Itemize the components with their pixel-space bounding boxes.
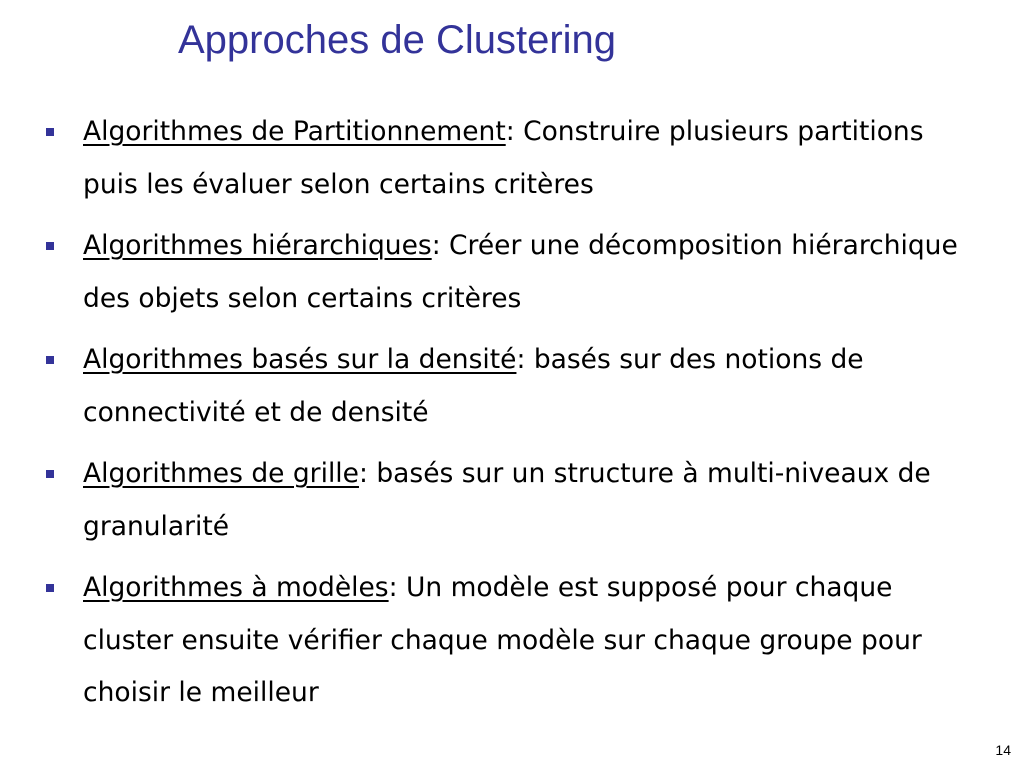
bullet-term: Algorithmes de grille <box>83 458 359 489</box>
bullet-separator: : <box>388 572 406 603</box>
bullet-separator: : <box>505 116 524 147</box>
page-number: 14 <box>995 742 1011 758</box>
square-bullet-icon <box>46 470 54 478</box>
bullet-item-grid <box>0 448 973 553</box>
bullet-description: basés sur des notions de connectivité et de densité <box>83 344 864 428</box>
bullet-description: Créer une décomposition hiérarchique des objets selon certains critères <box>83 230 958 314</box>
bullet-description: Construire plusieurs partitions puis les évaluer selon certains critères <box>83 116 924 200</box>
bullet-item-model <box>0 562 973 720</box>
bullet-term: Algorithmes basés sur la densité <box>83 344 517 375</box>
square-bullet-icon <box>46 356 54 364</box>
bullet-term: Algorithmes hiérarchiques <box>83 230 432 261</box>
bullet-separator: : <box>431 230 450 261</box>
bullet-list <box>0 106 1024 729</box>
bullet-term: Algorithmes à modèles <box>83 572 389 603</box>
slide-title: Approches de Clustering <box>178 18 617 62</box>
bullet-term: Algorithmes de Partitionnement <box>83 116 506 147</box>
square-bullet-icon <box>46 584 54 592</box>
bullet-description: basés sur un structure à multi-niveaux de granularité <box>83 458 931 542</box>
bullet-item-hierarchical <box>0 220 973 325</box>
bullet-item-density <box>0 334 973 439</box>
square-bullet-icon <box>46 242 54 250</box>
bullet-separator: : <box>516 344 534 375</box>
bullet-description: Un modèle est supposé pour chaque cluster ensuite vérifier chaque modèle sur chaque groupe pour choisir le meilleur <box>83 572 922 708</box>
bullet-item-partitioning <box>0 106 973 211</box>
square-bullet-icon <box>46 128 54 136</box>
bullet-separator: : <box>358 458 377 489</box>
